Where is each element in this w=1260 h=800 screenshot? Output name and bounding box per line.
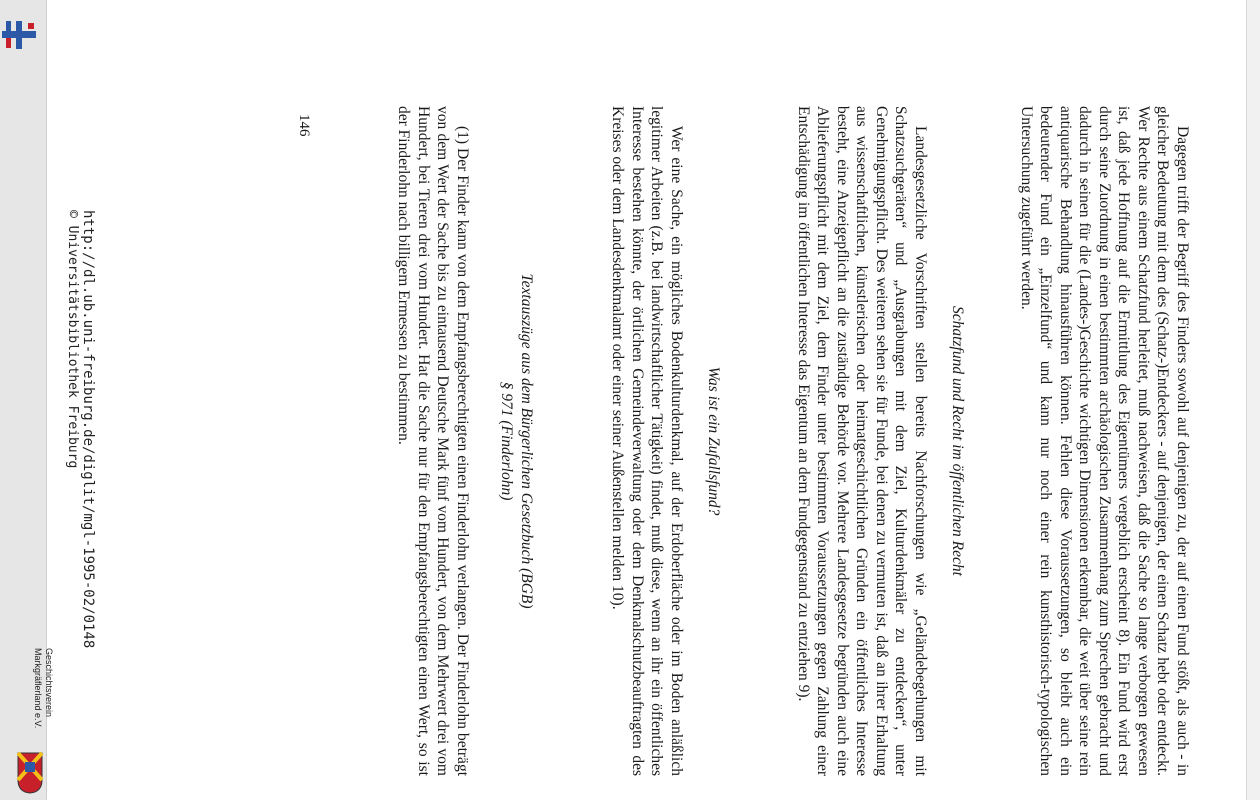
paragraph: Dagegen trifft der Begriff des Finders sowohl auf denjenigen zu, der auf einen Fund stößt, als auch - in gleicher Bedeutung mit dem des (Schatz-)Entdeckers - auf denjenigen, der einen Schatz hebt oder entdeckt. Wer Rechte aus einem Schatzfund herleitet, muß nachweisen, daß die Sache so lange verborgen gewesen ist, daß jede Hoffnung auf die Ermittlung des Eigentümers vergeblich erscheint 8). Ein Fund wird erst durch seine Zuordnung in einen bestimmten archäologischen Zusammenhang zum Sprechen gebracht und dadurch in seinen für die (Landes-)Geschichte wichtigen Dimensionen erkennbar, die weit über seine rein antiquarische Behandlung hinausführen können. Fehlen diese Voraussetzungen, so bleibt auch ein bedeutender Fund ein „Einzelfund“ und kann nur noch einer rein kunsthistorisch-typologischen Untersuchung zugeführt werden.	[1018, 106, 1191, 776]
section-heading: Schatzfund und Recht im öffentlichen Recht	[949, 306, 966, 576]
section3-text	[608, 106, 686, 776]
society-crest-icon	[17, 752, 43, 794]
copyright-text: © Universitätsbibliothek Freiburg	[65, 210, 80, 469]
rotated-page	[192, 106, 1192, 786]
document-page-view	[33, 0, 1246, 800]
permalink-url[interactable]: http://dl.ub.uni-freiburg.de/diglit/mgl-1995-02/0148	[80, 210, 96, 649]
page-number: 146	[296, 114, 312, 137]
paragraph: Wer eine Sache, ein mögliches Bodenkulturdenkmal, auf der Erdoberfläche oder im Boden anläßlich legitimer Arbeiten (z.B. bei landwirtschaftlicher Tätigkeit) findet, muß diese, wenn an ihr ein öffentliches Interesse bestehen könnte, der örtlichen Gemeindeverwaltung oder dem Denkmalschutzbeauftragten des Kreises oder dem Landesdenkmalamt oder einer seiner Außenstellen melden 10).	[609, 106, 685, 776]
section4-text	[394, 106, 472, 776]
society-name: Geschichtsverein Markgräflerland e.V.	[33, 648, 54, 729]
section1-text	[1017, 106, 1193, 776]
bgb-subheading: § 971 (Finderlohn)	[498, 381, 515, 501]
bgb-heading: Textauszüge aus dem Bürgerlichen Gesetzbuch (BGB)	[518, 273, 535, 609]
paragraph: (1) Der Finder kann von dem Empfangsberechtigten einen Finderlohn verlangen. Der Finderlohn beträgt von dem Wert der Sache bis zu eintausend Deutsche Mark fünf vom Hundert, von dem Mehrwert drei vom Hundert, bei Tieren drei vom Hundert. Hat die Sache nur für den Empfangsberechtigten einen Wert, so ist der Finderlohn nach billigem Ermessen zu bestimmen.	[395, 106, 471, 776]
section2-text	[794, 106, 931, 776]
paragraph: Landesgesetzliche Vorschriften stellen bereits Nachforschungen wie „Geländebegehungen mit Schatzsuchgeräten“ und „Ausgrabungen mit dem Ziel, Kulturdenkmäler zu entdecken“, unter Genehmigungspflicht. Des weiteren sehen sie für Funde, bei denen zu vermuten ist, daß an ihrer Erhaltung aus wissenschaftlichen, künstlerischen oder heimatgeschichtlichen Gründen ein öffentliches Interesse besteht, eine Anzeigepflicht an die zuständige Behörde vor. Mehrere Landesgesetze begründen auch eine Ablieferungspflicht mit dem Ziel, dem Finder unter bestimmten Voraussetzungen gegen Zahlung einer Entschädigung im öffentlichen Interesse das Eigentum an dem Fundgegenstand zu entziehen 9).	[795, 106, 929, 776]
ub-freiburg-logo-icon	[2, 18, 44, 52]
section-heading: Was ist ein Zufallsfund?	[705, 366, 722, 516]
footer-url-block	[65, 210, 96, 648]
next-page-edge[interactable]	[1246, 0, 1260, 800]
